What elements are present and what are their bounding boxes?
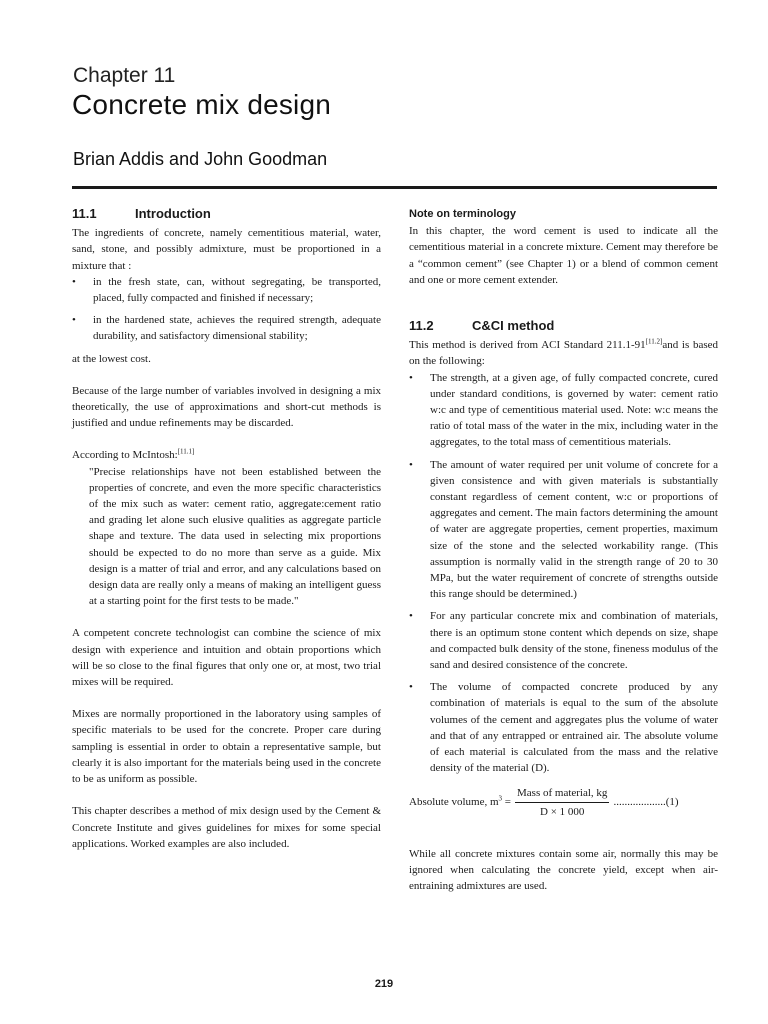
according-line: According to McIntosh:[11.1] [72,447,195,462]
list-item: • For any particular concrete mix and combination of materials, there is an optimum stone content which depends on size, shape and compacted bulk density of the stone, fineness modulus of the sand and desired consistence of the concrete. [409,610,718,672]
formula-number: (1) [665,796,679,809]
note-title: Note on terminology [409,208,516,220]
paragraph: This chapter describes a method of mix design used by the Cement & Concrete Institute and gives guidelines for mixes for some special applications. Worked examples are also included. [72,805,381,850]
header-rule [72,186,717,189]
section-title: Introduction [135,206,211,221]
list-item: • The strength, at a given age, of fully compacted concrete, cured under standard conditions, is governed by water: cement ratio w:c and type of cementitious material used. Note: w:c means the ratio of total mass of the water in the mix, including water in the aggregates, to the total mass of cementitious materials. [409,371,718,449]
authors: Brian Addis and John Goodman [73,149,328,169]
block-quote: "Precise relationships have not been established between the properties of concrete, and even the more specific characteristics of the mix such as water: cement ratio, aggregate:cement ratio and grading let alone such elusive qualities as aggregate particle shape and texture. The data used in selecting mix proportions should be expected to do no more than serve as a guide. Mix design is a matter of trial and error, and any calculations based on design data are really only a means of making an intelligent guess at a starting point for the first tests to be made." [89,465,381,608]
section-heading-cci-method [409,318,718,334]
intro-paragraph: The ingredients of concrete, namely cementitious material, water, sand, stone, and possibly admixture, must be proportioned in a mixture that : [72,227,381,272]
chapter-title: Concrete mix design [72,89,332,120]
method-bullet-list [409,370,718,777]
paragraph: Mixes are normally proportioned in the laboratory using samples of specific materials to be used for the concrete. Proper care during sampling is essential in order to obtain a representative sample, but clearly it is also important for the materials being used in the concrete to be as uniform as possible. [72,708,381,786]
bullet-icon: • [72,275,76,288]
list-item: • The amount of water required per unit volume of concrete for a given consistence and with given materials is substantially constant regardless of cement content, w:c or proportions of aggregates and cement. The main factors determining the amount of water are aggregate properties, cement properties, maximum size of the stone and the selected workability range. (This assumption is normally valid in the strength range of 20 to 30 MPa, but the water requirement of concrete of strengths outside this range should be determined.) [409,458,718,601]
note-text: In this chapter, the word cement is used to indicate all the cementitious material in a concrete mixture. Cement may therefore be a “common cement” (see Chapter 1) or a blend of common cement and one or more cement extender. [409,225,718,286]
list-item: • in the fresh state, can, without segregating, be transported, placed, fully compacted and finished if necessary; [72,275,381,305]
intro-bullet-list [72,274,381,345]
formula-numerator: Mass of material, kg [515,785,609,803]
paragraph: A competent concrete technologist can combine the science of mix design with experience and intuition and obtain proportions which will be so close to the final figures that only one or, at most, two trial mixes will be required. [72,627,381,689]
paragraph: Because of the large number of variables involved in designing a mix theoretically, the use of approximations and short-cut methods is justified and undue refinements may be discarded. [72,384,381,430]
right-column [409,206,718,895]
bullet-icon: • [409,681,413,694]
formula-denominator: D × 1 000 [540,805,585,818]
section-title: C&CI method [472,318,555,334]
absolute-volume-formula [409,785,718,820]
citation: [11.2] [645,337,663,346]
intro-closing: at the lowest cost. [72,352,151,365]
citation: [11.1] [177,447,195,456]
chapter-label: Chapter 11 [73,64,176,87]
list-item: • The volume of compacted concrete produced by any combination of materials is equal to the sum of the absolute volumes of the cement and aggregates plus the volume of water and that of any entrapped or entrained air. The absolute volume of each material is calculated from the mass and the relative density of the material (D). [409,681,718,775]
formula-lhs: Absolute volume, $m^3$ = [409,794,511,809]
list-item: • in the hardened state, achieves the required strength, adequate durability, and satisfactory dimensional stability; [72,314,381,343]
bullet-icon: • [409,458,413,471]
bullet-icon: • [409,610,413,623]
page-number: 219 [374,978,394,990]
section-heading-introduction [72,206,381,222]
left-column [72,206,381,852]
method-intro: This method is derived from ACI Standard 211.1-91[11.2]and is based on the following: [409,337,718,368]
method-closing: While all concrete mixtures contain some air, normally this may be ignored when calculating the concrete yield, except when air-entraining admixtures are used. [409,847,718,893]
bullet-icon: • [409,371,413,384]
formula-fraction [515,785,609,820]
section-number: 11.2 [409,318,434,334]
bullet-icon: • [72,314,76,327]
formula-leader-dots: ................... [613,796,666,809]
section-number: 11.1 [72,206,97,221]
